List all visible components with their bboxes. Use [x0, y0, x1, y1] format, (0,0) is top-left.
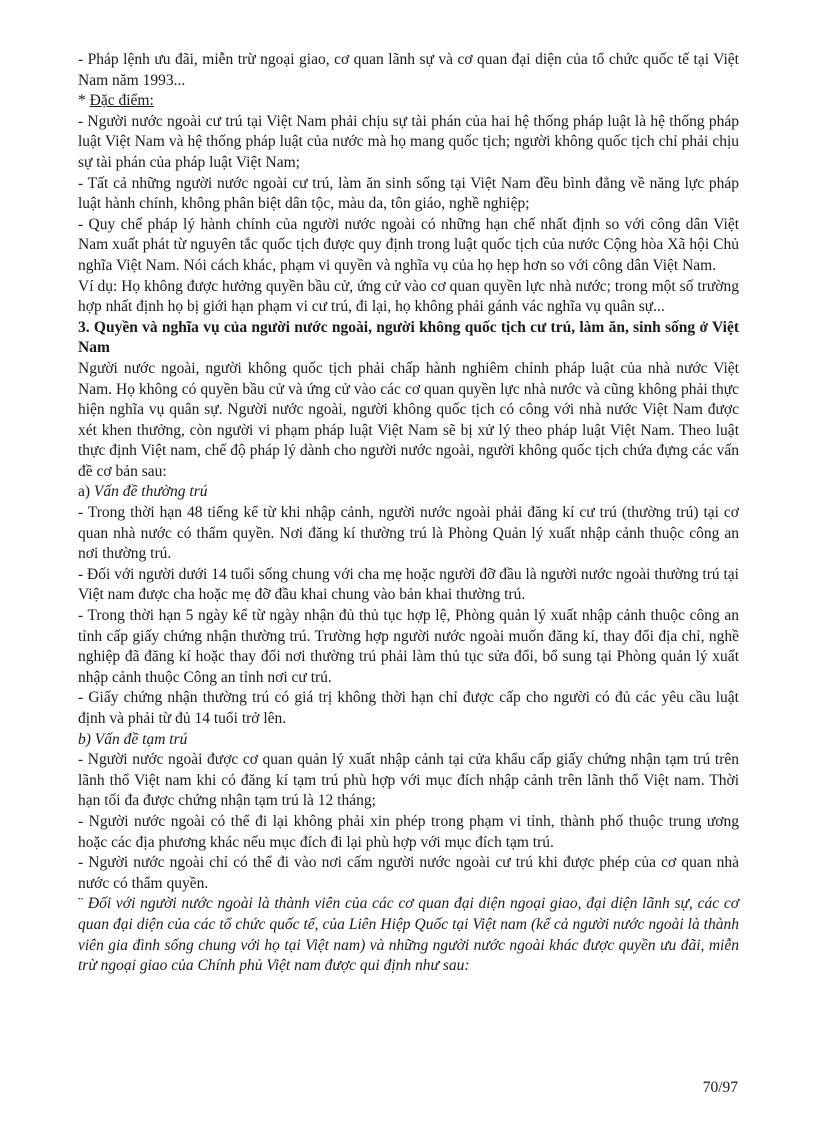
page-number: 70/97: [702, 1079, 738, 1096]
paragraph-ngoai-giao: [78, 894, 739, 976]
paragraph-giay-chung-nhan: - Giấy chứng nhận thường trú có giá trị không thời hạn chỉ được cấp cho người có đủ các yêu cầu luật định và phải từ đủ 14 tuổi trở lên.: [78, 689, 739, 727]
paragraph-duoi-14-tuoi: - Đối với người dưới 14 tuổi sống chung với cha mẹ hoặc người đỡ đầu là người nước ngoài thường trú tại Việt nam được cha hoặc mẹ đỡ đầu khai chung vào bản khai thường trú.: [78, 565, 739, 604]
paragraph-tai-phan: - Người nước ngoài cư trú tại Việt Nam phải chịu sự tài phán của hai hệ thống pháp luật là hệ thống pháp luật Việt Nam và hệ thống pháp luật của nước mà họ mang quốc tịch; người không quốc tịch chỉ phải chịu sự tài phán của pháp luật Việt Nam;: [78, 112, 739, 171]
paragraph-di-lai: - Người nước ngoài có thể đi lại không phải xin phép trong phạm vi tỉnh, thành phố thuộc trung ương hoặc các địa phương khác nếu mục đích đi lại phù hợp với mục đích tạm trú.: [78, 812, 739, 851]
bullet-symbol: ¨: [78, 895, 88, 913]
heading-dac-diem: [78, 91, 739, 112]
paragraph-noi-cam: - Người nước ngoài chỉ có thể đi vào nơi cấm người nước ngoài cư trú khi được phép của cơ quan nhà nước có thẩm quyền.: [78, 854, 739, 892]
paragraph-binh-dang: - Tất cả những người nước ngoài cư trú, làm ăn sinh sống tại Việt Nam đều bình đẳng về năng lực pháp luật hành chính, không phân biệt dân tộc, màu da, tôn giáo, nghề nghiệp;: [78, 174, 739, 213]
subheading-thuong-tru: [78, 482, 739, 503]
section-heading-3: 3. Quyền và nghĩa vụ của người nước ngoài, người không quốc tịch cư trú, làm ăn, sinh sống ở Việt Nam: [78, 318, 739, 357]
asterisk-prefix: *: [78, 92, 90, 110]
paragraph-5-ngay: - Trong thời hạn 5 ngày kể từ ngày nhận đủ thủ tục hợp lệ, Phòng quản lý xuất nhập cảnh thuộc công an tỉnh cấp giấy chứng nhận thường trú. Trường hợp người nước ngoài muốn đăng kí, thay đổi địa chỉ, nghề nghiệp đã đăng kí hoặc thay đổi nơi thường trú phải làm thủ tục sửa đổi, bổ sung tại Phòng quản lý xuất nhập cảnh thuộc Công an tỉnh nơi cư trú.: [78, 607, 739, 686]
document-body: [78, 50, 739, 977]
paragraph-48-tieng: - Trong thời hạn 48 tiếng kể từ khi nhập cảnh, người nước ngoài phải đăng kí cư trú (thường trú) tại cơ quan nhà nước có thẩm quyền. Nơi đăng kí thường trú là Phòng Quản lý xuất nhập cảnh thuộc công an nơi thường trú.: [78, 504, 739, 563]
subheading-tam-tru: b) Vấn đề tạm trú: [78, 730, 188, 748]
paragraph-phap-lenh: - Pháp lệnh ưu đãi, miễn trừ ngoại giao, cơ quan lãnh sự và cơ quan đại diện của tổ chức quốc tế tại Việt Nam năm 1993...: [78, 51, 739, 89]
heading-dac-diem-label: Đặc điểm:: [89, 92, 154, 110]
paragraph-vi-du: Ví dụ: Họ không được hưởng quyền bầu cử, ứng cử vào cơ quan quyền lực nhà nước; trong một số trường hợp nhất định họ bị giới hạn phạm vi cư trú, đi lại, họ không phải gánh vác nghĩa vụ quân sự...: [78, 277, 739, 316]
paragraph-chap-hanh: Người nước ngoài, người không quốc tịch phải chấp hành nghiêm chỉnh pháp luật của nhà nước Việt Nam. Họ không có quyền bầu cử và ứng cử vào các cơ quan quyền lực nhà nước và cũng không phải thực hiện nghĩa vụ quân sự. Người nước ngoài, người không quốc tịch có công với nhà nước Việt Nam được xét khen thưởng, còn người vi phạm pháp luật Việt Nam sẽ bị xử lý theo pháp luật Việt Nam. Theo luật thực định Việt nam, chế độ pháp lý dành cho người nước ngoài, người không quốc tịch chứa đựng các vấn đề cơ bản sau:: [78, 359, 739, 480]
paragraph-quy-che: - Quy chế pháp lý hành chính của người nước ngoài có những hạn chế nhất định so với công dân Việt Nam xuất phát từ nguyên tắc quốc tịch được quy định trong luật quốc tịch của nước Cộng hòa Xã hội Chủ nghĩa Việt Nam. Nói cách khác, phạm vi quyền và nghĩa vụ của họ hẹp hơn so với công dân Việt Nam.: [78, 215, 739, 274]
subheading-thuong-tru-label: Vấn đề thường trú: [93, 483, 208, 501]
paragraph-tam-tru-cua-khau: - Người nước ngoài được cơ quan quản lý xuất nhập cảnh tại cửa khẩu cấp giấy chứng nhận tạm trú trên lãnh thổ Việt nam khi có đăng kí tạm trú phù hợp với mục đích nhập cảnh trên lãnh thổ Việt nam. Thời hạn tối đa được chứng nhận tạm trú là 12 tháng;: [78, 751, 739, 810]
paragraph-ngoai-giao-text: Đối với người nước ngoài là thành viên của các cơ quan đại diện ngoại giao, đại diện lãnh sự, các cơ quan đại diện của các tổ chức quốc tế, của Liên Hiệp Quốc tại Việt nam (kể cả người nước ngoài là thành viên gia đình sống chung với họ tại Việt nam) và những người nước ngoài khác được quyền ưu đãi, miễn trừ ngoại giao của Chính phủ Việt nam được qui định như sau:: [78, 895, 739, 975]
subheading-a-prefix: a): [78, 483, 94, 501]
